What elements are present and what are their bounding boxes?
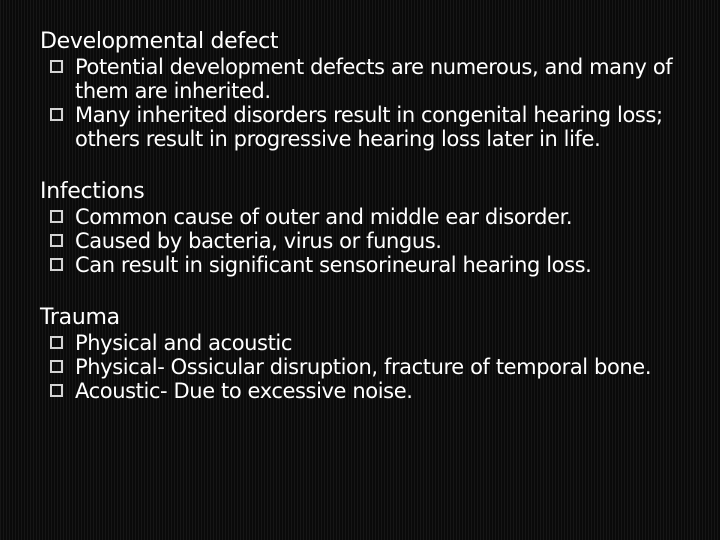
bullet-text: Caused by bacteria, virus or fungus. (75, 229, 442, 253)
section-trauma (40, 305, 680, 403)
bullet-text: Acoustic- Due to excessive noise. (75, 379, 413, 403)
bullet-text: Physical- Ossicular disruption, fracture of temporal bone. (75, 355, 652, 379)
bullet-square-icon (50, 234, 63, 247)
section-heading: Developmental defect (40, 29, 279, 54)
bullet-item (40, 205, 680, 229)
section-infections (40, 179, 680, 277)
bullet-square-icon (50, 210, 63, 223)
slide-content (40, 29, 680, 431)
section-heading: Trauma (40, 305, 120, 330)
bullet-text: Physical and acoustic (75, 331, 293, 355)
bullet-square-icon (50, 258, 63, 271)
bullet-text: Many inherited disorders result in congenital hearing loss; others result in progressive hearing loss later in life. (75, 103, 663, 151)
bullet-square-icon (50, 108, 63, 121)
section-heading: Infections (40, 179, 145, 204)
bullet-item (40, 55, 680, 103)
bullet-square-icon (50, 336, 63, 349)
bullet-item (40, 379, 680, 403)
bullet-square-icon (50, 60, 63, 73)
bullet-text: Common cause of outer and middle ear disorder. (75, 205, 573, 229)
bullet-item (40, 229, 680, 253)
bullet-item (40, 331, 680, 355)
bullet-item (40, 253, 680, 277)
bullet-text: Can result in significant sensorineural hearing loss. (75, 253, 592, 277)
bullet-item (40, 103, 680, 151)
bullet-item (40, 355, 680, 379)
section-developmental-defect (40, 29, 680, 151)
bullet-text: Potential development defects are numerous, and many of them are inherited. (75, 55, 673, 103)
bullet-square-icon (50, 360, 63, 373)
bullet-square-icon (50, 384, 63, 397)
